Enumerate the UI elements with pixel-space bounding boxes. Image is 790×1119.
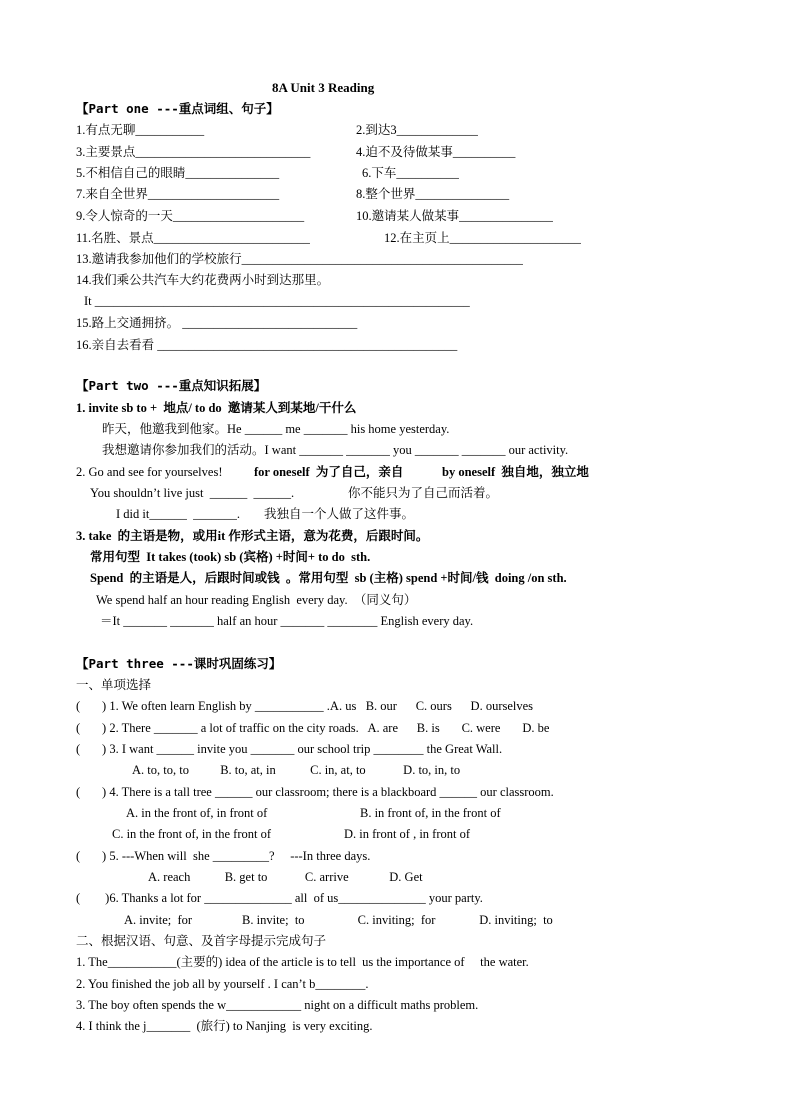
phrase-item-14-answer: It ____________________________________________________________ (84, 294, 470, 308)
section-multiple-choice: 一、单项选择 (76, 678, 152, 692)
take-pattern: 常用句型 It takes (took) sb (宾格) +时间+ to do sth. (90, 550, 371, 564)
part-two-heading: 【Part two ---重点知识拓展】 (76, 378, 267, 393)
spend-rule: Spend 的主语是人，后跟时间或钱 。常用句型 sb (主格) spend +时间/钱 doing /on sth. (90, 571, 567, 585)
phrase-item-4: 4.迫不及待做某事__________ (356, 145, 516, 159)
see-for-yourselves: 2. Go and see for yourselves! (76, 465, 223, 479)
mc-question-3: ( ) 3. I want ______ invite you _______ our school trip ________ the Great Wall. (76, 742, 503, 756)
part-three-heading: 【Part three ---课时巩固练习】 (76, 656, 282, 671)
mc-question-4-option-c: C. in the front of, in the front of (112, 827, 271, 841)
mc-question-6-options: A. invite; for B. invite; to C. inviting; for D. inviting; to (124, 913, 553, 927)
phrase-item-12: 12.在主页上_____________________ (384, 231, 581, 245)
mc-question-5: ( ) 5. ---When will she _________? ---In three days. (76, 849, 371, 863)
phrase-item-16: 16.亲自去看看 ________________________________________________ (76, 338, 458, 352)
fill-sentence-2: 2. You finished the job all by yourself . I can’t b________. (76, 977, 369, 991)
by-oneself-rule: by oneself 独自地，独立地 (442, 465, 589, 479)
mc-question-4-option-b: B. in front of, in the front of (360, 806, 501, 820)
mc-question-5-options: A. reach B. get to C. arrive D. Get (148, 870, 423, 884)
oneself-example-2: I did it______ _______. (116, 507, 240, 521)
fill-sentence-1: 1. The___________(主要的) idea of the article is to tell us the importance of the water. (76, 955, 529, 969)
mc-question-3-options: A. to, to, to B. to, at, in C. in, at, to D. to, in, to (132, 763, 461, 777)
section-fill-in: 二、根据汉语、句意、及首字母提示完成句子 (76, 934, 327, 948)
phrase-item-8: 8.整个世界_______________ (356, 187, 510, 201)
phrase-item-2: 2.到达3_____________ (356, 123, 478, 137)
invite-example-2: 我想邀请你参加我们的活动。I want _______ _______ you _______ _______ our activity. (102, 443, 569, 457)
mc-question-1: ( ) 1. We often learn English by ___________ .A. us B. our C. ours D. ourselves (76, 699, 534, 713)
phrase-item-14: 14.我们乘公共汽车大约花费两小时到达那里。 (76, 273, 330, 287)
for-oneself-rule: for oneself 为了自己，亲自 (254, 465, 404, 479)
phrase-item-5: 5.不相信自己的眼睛_______________ (76, 166, 280, 180)
invite-example-1: 昨天，他邀我到他家。He ______ me _______ his home yesterday. (102, 422, 450, 436)
page-title: 8A Unit 3 Reading (272, 80, 375, 95)
mc-question-4-option-d: D. in front of , in front of (344, 827, 471, 841)
part-one-heading: 【Part one ---重点词组、句子】 (76, 101, 279, 116)
phrase-item-1: 1.有点无聊___________ (76, 123, 205, 137)
phrase-item-3: 3.主要景点____________________________ (76, 145, 311, 159)
phrase-item-6: 6.下车__________ (362, 166, 459, 180)
phrase-item-13: 13.邀请我参加他们的学校旅行_____________________________________________ (76, 252, 523, 266)
fill-sentence-4: 4. I think the j_______ (旅行) to Nanjing is very exciting. (76, 1019, 373, 1033)
phrase-item-7: 7.来自全世界_____________________ (76, 187, 280, 201)
spend-rewrite: ＝It _______ _______ half an hour _______ ________ English every day. (100, 614, 474, 628)
oneself-example-1: You shouldn’t live just ______ ______. (90, 486, 295, 500)
mc-question-4: ( ) 4. There is a tall tree ______ our classroom; there is a blackboard ______ our classroom. (76, 785, 554, 799)
phrase-item-10: 10.邀请某人做某事_______________ (356, 209, 553, 223)
phrase-item-9: 9.令人惊奇的一天_____________________ (76, 209, 305, 223)
mc-question-6: ( )6. Thanks a lot for ______________ all of us______________ your party. (76, 891, 483, 905)
invite-rule: 1. invite sb to + 地点/ to do 邀请某人到某地/干什么 (76, 401, 357, 415)
oneself-example-1-cn: 你不能只为了自己而活着。 (348, 486, 499, 500)
spend-example: We spend half an hour reading English every day. （同义句） (96, 593, 417, 607)
mc-question-2: ( ) 2. There _______ a lot of traffic on the city roads. A. are B. is C. were D. be (76, 721, 550, 735)
mc-question-4-option-a: A. in the front of, in front of (126, 806, 268, 820)
phrase-item-11: 11.名胜、景点_________________________ (76, 231, 310, 245)
oneself-example-2-cn: 我独自一个人做了这件事。 (264, 507, 415, 521)
take-rule: 3. take 的主语是物，或用it 作形式主语，意为花费，后跟时间。 (76, 529, 429, 543)
fill-sentence-3: 3. The boy often spends the w____________ night on a difficult maths problem. (76, 998, 479, 1012)
phrase-item-15: 15.路上交通拥挤。 ____________________________ (76, 316, 358, 330)
